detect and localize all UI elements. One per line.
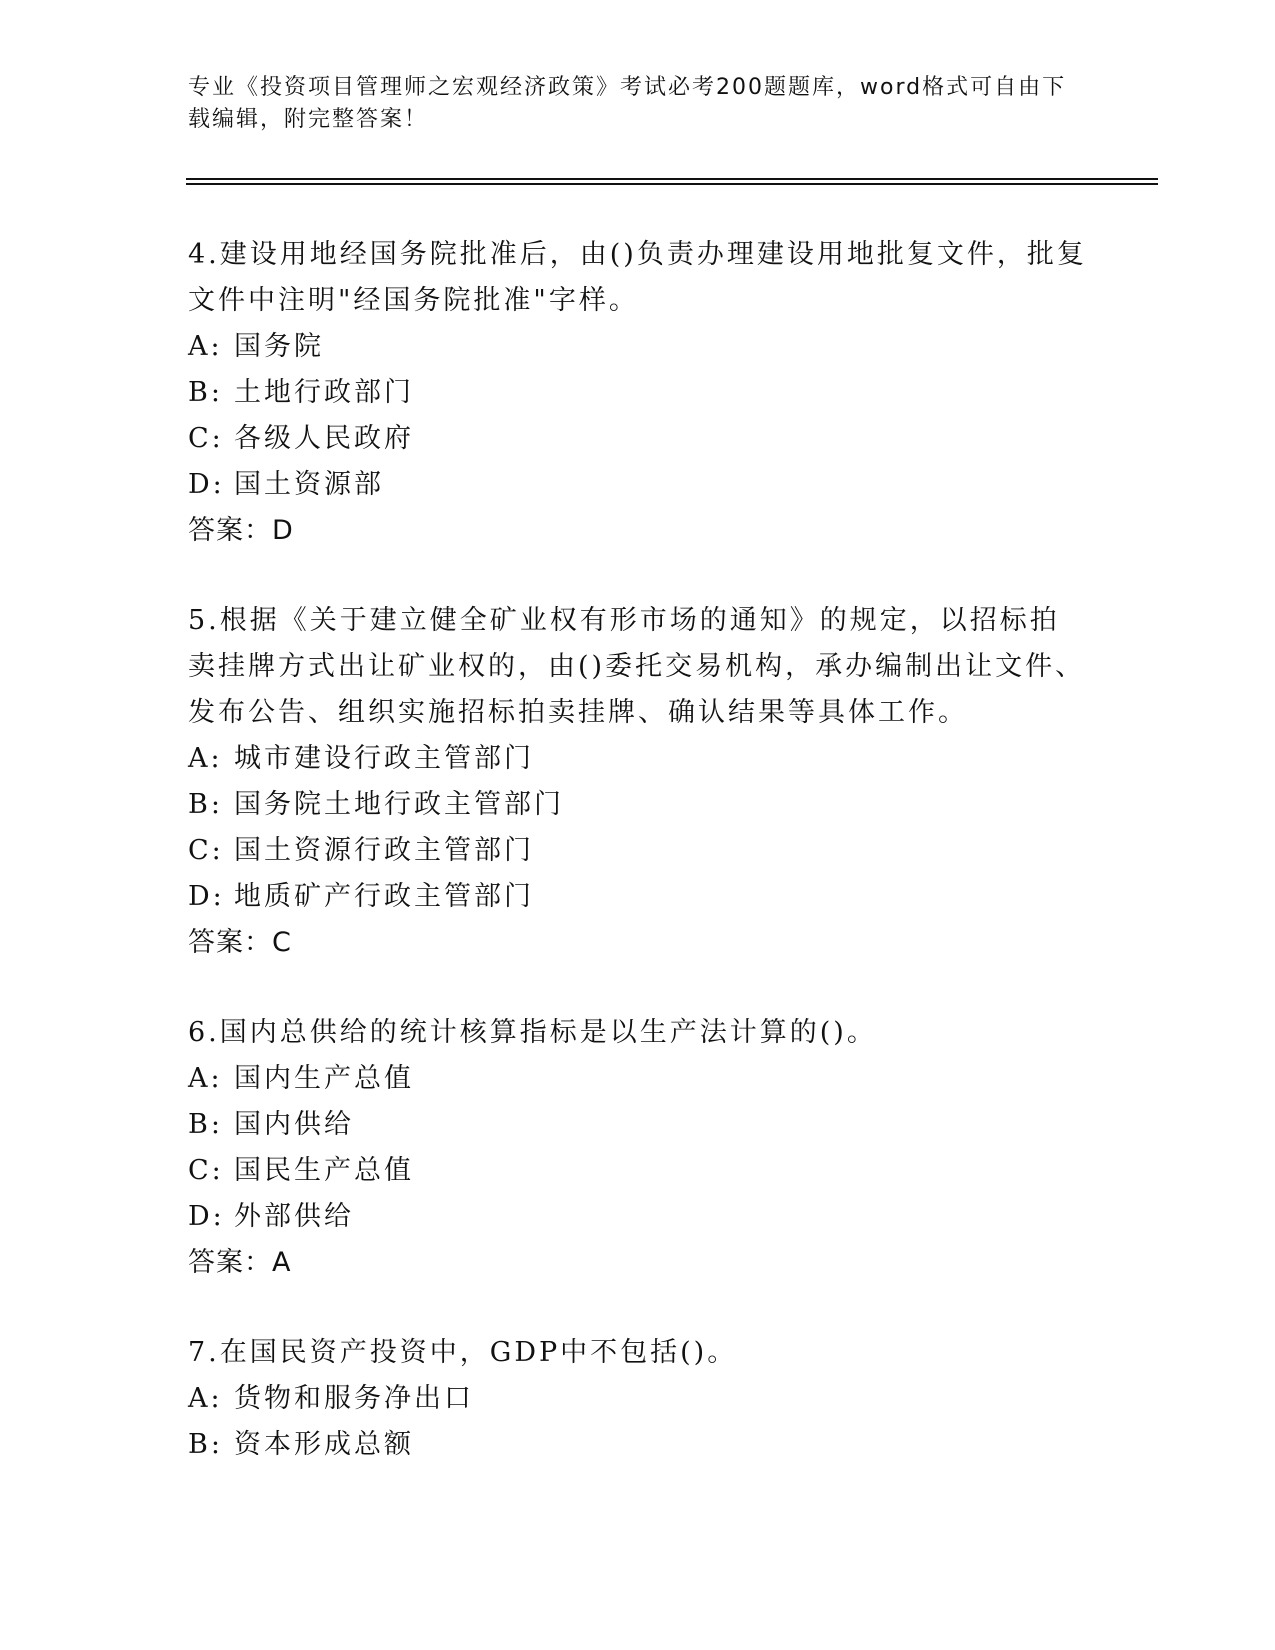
option-c xyxy=(188,416,1088,462)
option-text: 国民生产总值 xyxy=(234,1155,414,1186)
header-intro-text: 专业《投资项目管理师之宏观经济政策》考试必考200题题库，word格式可自由下载编辑，附完整答案！ xyxy=(188,75,1067,132)
option-a xyxy=(188,1056,1088,1102)
answer-value: A xyxy=(272,1247,292,1278)
option-text: 货物和服务净出口 xyxy=(234,1383,474,1414)
option-d xyxy=(188,1194,1088,1240)
document-header xyxy=(188,72,1088,136)
option-letter: D: xyxy=(188,881,225,912)
question-item xyxy=(188,232,1088,554)
header-divider-top xyxy=(186,178,1158,180)
option-letter: A: xyxy=(188,1063,223,1094)
option-b xyxy=(188,782,1088,828)
option-letter: B: xyxy=(188,377,223,408)
question-stem: 5.根据《关于建立健全矿业权有形市场的通知》的规定，以招标拍卖挂牌方式出让矿业权的，由()委托交易机构，承办编制出让文件、发布公告、组织实施招标拍卖挂牌、确认结果等具体工作。 xyxy=(188,605,1086,728)
option-text: 国土资源部 xyxy=(234,469,384,500)
option-text: 外部供给 xyxy=(234,1201,354,1232)
question-item xyxy=(188,598,1088,966)
question-list xyxy=(188,232,1088,1468)
option-text: 国内生产总值 xyxy=(234,1063,414,1094)
option-text: 国务院 xyxy=(234,331,324,362)
option-text: 国内供给 xyxy=(234,1109,354,1140)
question-stem: 4.建设用地经国务院批准后，由()负责办理建设用地批复文件，批复文件中注明"经国务院批准"字样。 xyxy=(188,239,1087,316)
option-letter: D: xyxy=(188,469,225,500)
answer-line xyxy=(188,920,1088,966)
header-divider-bottom xyxy=(186,183,1158,185)
question-item xyxy=(188,1010,1088,1286)
option-a xyxy=(188,324,1088,370)
option-text: 地质矿产行政主管部门 xyxy=(234,881,534,912)
option-text: 土地行政部门 xyxy=(234,377,414,408)
option-a xyxy=(188,1376,1088,1422)
answer-line xyxy=(188,508,1088,554)
answer-value: C xyxy=(272,927,292,958)
option-letter: C: xyxy=(188,1155,224,1186)
option-text: 国务院土地行政主管部门 xyxy=(234,789,564,820)
option-letter: B: xyxy=(188,789,223,820)
answer-label: 答案： xyxy=(188,1247,272,1278)
option-c xyxy=(188,1148,1088,1194)
answer-value: D xyxy=(272,515,294,546)
answer-label: 答案： xyxy=(188,927,272,958)
answer-label: 答案： xyxy=(188,515,272,546)
question-stem: 6.国内总供给的统计核算指标是以生产法计算的()。 xyxy=(188,1017,877,1048)
option-text: 国土资源行政主管部门 xyxy=(234,835,534,866)
option-letter: A: xyxy=(188,743,223,774)
option-letter: A: xyxy=(188,1383,223,1414)
option-letter: C: xyxy=(188,835,224,866)
option-text: 资本形成总额 xyxy=(234,1429,414,1460)
option-c xyxy=(188,828,1088,874)
option-b xyxy=(188,1102,1088,1148)
answer-line xyxy=(188,1240,1088,1286)
option-letter: A: xyxy=(188,331,223,362)
option-b xyxy=(188,1422,1088,1468)
option-letter: D: xyxy=(188,1201,225,1232)
option-a xyxy=(188,736,1088,782)
option-letter: B: xyxy=(188,1109,223,1140)
question-stem: 7.在国民资产投资中，GDP中不包括()。 xyxy=(188,1337,738,1368)
option-d xyxy=(188,462,1088,508)
option-d xyxy=(188,874,1088,920)
option-letter: B: xyxy=(188,1429,223,1460)
question-item xyxy=(188,1330,1088,1468)
option-text: 城市建设行政主管部门 xyxy=(234,743,534,774)
option-b xyxy=(188,370,1088,416)
option-text: 各级人民政府 xyxy=(234,423,414,454)
option-letter: C: xyxy=(188,423,224,454)
